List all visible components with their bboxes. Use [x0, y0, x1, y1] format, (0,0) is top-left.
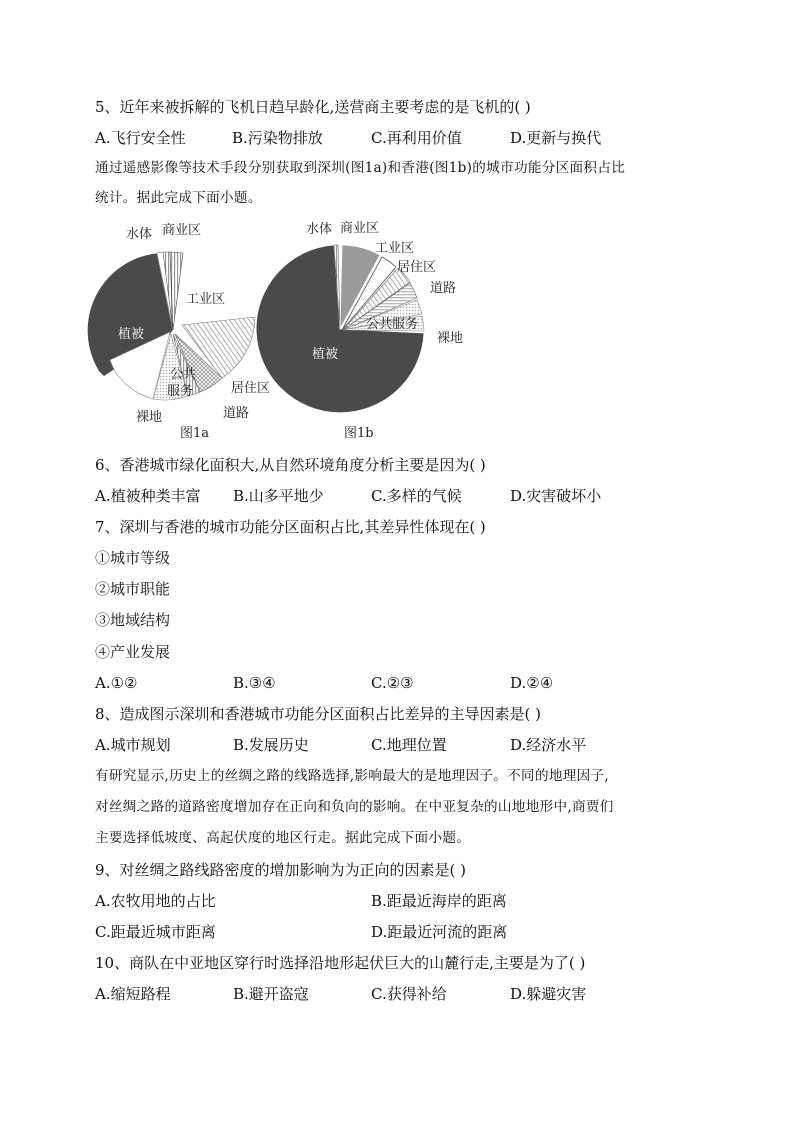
q9-stem: 9、对丝绸之路线路密度的增加影响为为正向的因素是( )	[95, 861, 467, 879]
q5-option-a: A.飞行安全性	[95, 129, 186, 147]
pie-1a-label-industrial: 工业区	[186, 292, 226, 307]
pie-1a-label-public-2: 服务	[167, 384, 194, 399]
intro2-line3: 主要选择低坡度、高起伏度的地区行走。据此完成下面小题。	[95, 830, 471, 846]
pie-1a-label-residential: 居住区	[231, 381, 271, 396]
q10-option-a: A.缩短路程	[95, 985, 171, 1003]
q8-stem: 8、造成图示深圳和香港城市功能分区面积占比差异的主导因素是( )	[95, 705, 542, 723]
q7-item-1: ①城市等级	[95, 549, 171, 567]
q8-option-b: B.发展历史	[233, 736, 309, 754]
q10-stem: 10、商队在中亚地区穿行时选择沿地形起伏巨大的山麓行走,主要是为了( )	[95, 954, 586, 972]
q8-option-a: A.城市规划	[95, 736, 171, 754]
q6-option-a: A.植被种类丰富	[95, 487, 201, 505]
q8-option-c: C.地理位置	[371, 736, 447, 754]
pie-1a-label-bare: 裸地	[136, 410, 163, 425]
q7-option-c: C.②③	[371, 674, 414, 692]
q6-stem: 6、香港城市绿化面积大,从自然环境角度分析主要是因为( )	[95, 456, 486, 474]
q10-option-b: B.避开盗寇	[233, 985, 309, 1003]
q7-option-b: B.③④	[233, 674, 276, 692]
pie-1a-label-road: 道路	[223, 406, 250, 421]
q10-option-c: C.获得补给	[371, 985, 447, 1003]
intro1-line1: 通过遥感影像等技术手段分别获取到深圳(图1a)和香港(图1b)的城市功能分区面积占比	[95, 160, 626, 176]
q5-stem: 5、近年来被拆解的飞机日趋早龄化,送营商主要考虑的是飞机的( )	[95, 98, 531, 116]
q6-option-c: C.多样的气候	[371, 487, 462, 505]
q7-option-a: A.①②	[95, 674, 138, 692]
pie-1b-label-road: 道路	[430, 281, 457, 296]
pie-1a-label-vegetation: 植被	[118, 327, 145, 342]
q9-option-b: B.距最近海岸的距离	[371, 892, 507, 910]
pie-figure	[0, 210, 794, 450]
intro1-line2: 统计。据此完成下面小题。	[95, 190, 262, 206]
pie-1b-label-public: 公共服务	[366, 317, 419, 332]
pie-1b-label-bare: 裸地	[437, 331, 464, 346]
q7-item-4: ④产业发展	[95, 643, 171, 661]
pie-1b-label-vegetation: 植被	[312, 347, 339, 362]
q9-option-d: D.距最近河流的距离	[371, 923, 508, 941]
pie-1a-label-commercial: 商业区	[162, 223, 202, 238]
intro2-line1: 有研究显示,历史上的丝绸之路的线路选择,影响最大的是地理因子。不同的地理因子,	[95, 768, 610, 784]
pie-1a-caption: 图1a	[180, 426, 210, 441]
q6-option-b: B.山多平地少	[233, 487, 324, 505]
q6-option-d: D.灾害破坏小	[510, 487, 602, 505]
pie-1b-label-commercial: 商业区	[340, 221, 380, 236]
q7-item-2: ②城市职能	[95, 580, 171, 598]
pie-1b-label-water: 水体	[306, 222, 333, 237]
q5-option-d: D.更新与换代	[510, 129, 602, 147]
pie-1a	[87, 222, 270, 441]
q7-item-3: ③地域结构	[95, 611, 171, 629]
pie-1a-label-water: 水体	[126, 227, 153, 242]
q5-option-b: B.污染物排放	[232, 129, 323, 147]
pie-1b-caption: 图1b	[344, 426, 374, 441]
q9-option-a: A.农牧用地的占比	[95, 892, 216, 910]
q10-option-d: D.躲避灾害	[510, 985, 587, 1003]
pie-1a-label-public-1: 公共	[170, 367, 197, 382]
q8-option-d: D.经济水平	[510, 736, 587, 754]
pie-1b	[256, 220, 463, 441]
q7-stem: 7、深圳与香港的城市功能分区面积占比,其差异性体现在( )	[95, 518, 486, 536]
q5-option-c: C.再利用价值	[371, 129, 462, 147]
pie-1b-label-industrial: 工业区	[375, 241, 415, 256]
pie-1b-label-residential: 居住区	[397, 260, 437, 275]
q9-option-c: C.距最近城市距离	[95, 923, 216, 941]
q7-option-d: D.②④	[510, 674, 554, 692]
intro2-line2: 对丝绸之路的道路密度增加存在正向和负向的影响。在中亚复杂的山地地形中,商贾们	[95, 799, 614, 815]
